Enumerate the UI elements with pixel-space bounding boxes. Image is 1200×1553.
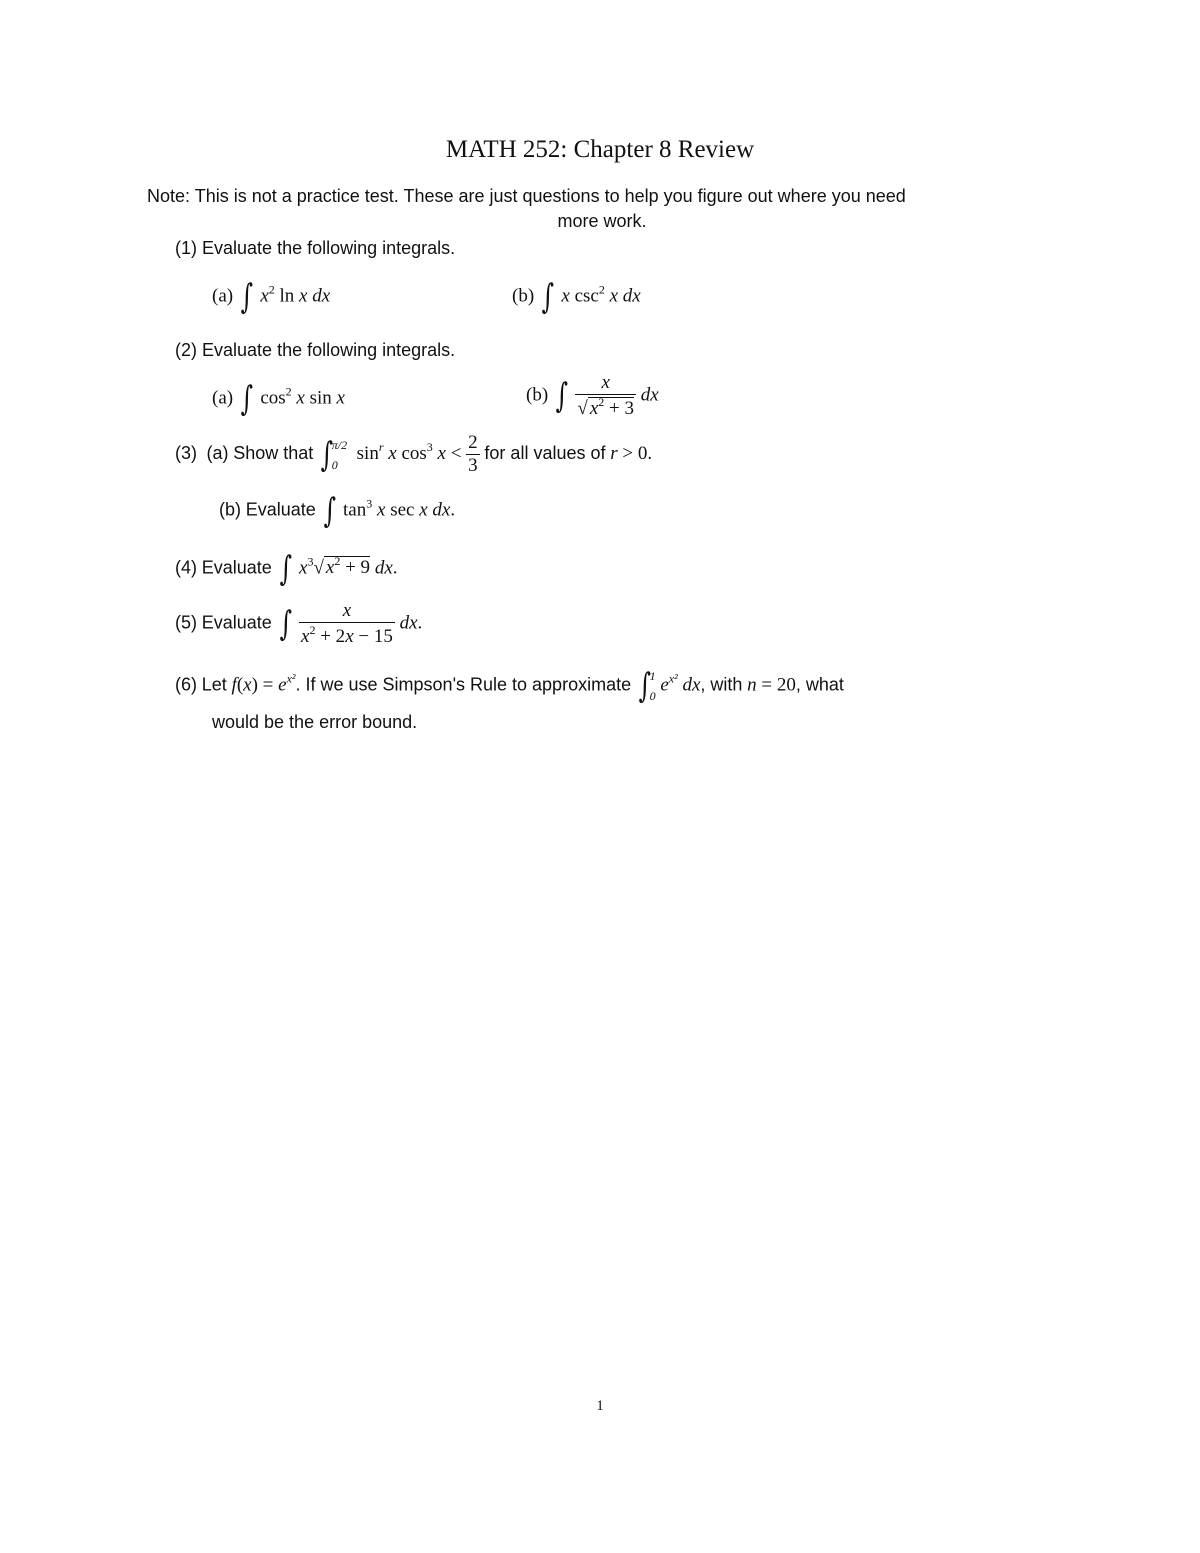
problem-4-text: Evaluate [201, 557, 272, 578]
integral-sign-icon: ∫ [323, 491, 336, 531]
problem-1b-label: (b) [512, 285, 535, 307]
integral-sign-icon: ∫ [279, 604, 292, 644]
problem-3-number: (3) [175, 442, 197, 463]
problem-6-text-4: , what [795, 674, 844, 695]
page-title: MATH 252: Chapter 8 Review [445, 136, 755, 163]
problem-3a: (3) (a) Show that ∫ π/2 0 $\sin^r x$ $\cos^3 x$ < $\frac{2}{3}$ for all values of r > 0. [175, 432, 653, 476]
integral-sign-icon: ∫ [555, 376, 568, 416]
page-number: 1 [596, 1398, 604, 1414]
problem-3b-text: Evaluate [245, 499, 316, 520]
problem-6: (6) Let $f(x) = e^{x^2}$. If we use Simpson's Rule to approximate ∫ 1 0 $e^{x^2}$ dx, with n = 20, what [175, 666, 844, 706]
integral-sign-icon: ∫ [638, 666, 651, 706]
note-line-2: more work. [557, 211, 647, 231]
problem-3b-label: (b) [219, 499, 241, 520]
problem-1a-label: (a) [212, 285, 234, 307]
problem-1b: (b) ∫ x $\csc^2 x$ dx [512, 277, 641, 317]
problem-6-text-2: . If we use Simpson's Rule to approximate [295, 674, 632, 695]
problem-2a-label: (a) [212, 387, 234, 409]
problem-2b-label: (b) [526, 384, 549, 406]
problem-1-number: (1) [175, 238, 197, 258]
fraction: $\frac{2}{3}$ [468, 432, 478, 476]
problem-5-number: (5) [175, 612, 197, 633]
problem-5-text: Evaluate [201, 612, 272, 633]
problem-6-line-2: would be the error bound. [212, 712, 418, 732]
problem-3a-label: (a) [206, 442, 229, 463]
integral-sign-icon: ∫ [240, 379, 253, 419]
integral-sign-icon: ∫ [541, 277, 554, 317]
problem-1-text: Evaluate the following integrals. [202, 238, 456, 258]
problem-6-text-1: Let [201, 674, 227, 695]
problem-2-text: Evaluate the following integrals. [202, 340, 456, 360]
integral-sign-icon: ∫ [279, 549, 292, 589]
problem-5: (5) Evaluate ∫ $\frac{x}{x^2 + 2x - 15}$ dx. [175, 600, 423, 647]
integral-sign-icon: ∫ [240, 277, 253, 317]
problem-2 [175, 340, 455, 361]
integral-limits: 1 0 [649, 669, 656, 703]
problem-2-number: (2) [175, 340, 197, 360]
fraction: $\frac{x}{√ x^2 + 3}$ [577, 372, 634, 419]
problem-3b: (b) Evaluate ∫ $\tan^3 x$ sec x dx. [219, 491, 456, 531]
integral-sign-icon: ∫ [320, 434, 334, 475]
problem-3a-tail: for all values of [484, 442, 606, 463]
problem-1a: (a) ∫ $x^2$ ln x dx [212, 277, 331, 317]
n-value: 20 [776, 674, 796, 696]
problem-4-number: (4) [175, 557, 197, 578]
problem-2a: (a) ∫ $\cos^2 x$ sin x [212, 379, 345, 419]
problem-3a-text: Show that [233, 442, 314, 463]
integral-limits: π/2 0 [331, 437, 348, 472]
problem-6-text-3: , with [700, 674, 743, 695]
fraction: $\frac{x}{x^2 + 2x - 15}$ [301, 600, 393, 647]
problem-6-number: (6) [175, 674, 197, 695]
problem-1 [175, 238, 455, 259]
problem-4: (4) Evaluate ∫ $x^3√$ $x^2 + 9$ dx. [175, 549, 398, 589]
note-line-1: Note: This is not a practice test. These are just questions to help you figure out where you need [147, 186, 906, 206]
problem-2b: (b) ∫ $\frac{x}{√ x^2 + 3}$ dx [526, 372, 659, 419]
